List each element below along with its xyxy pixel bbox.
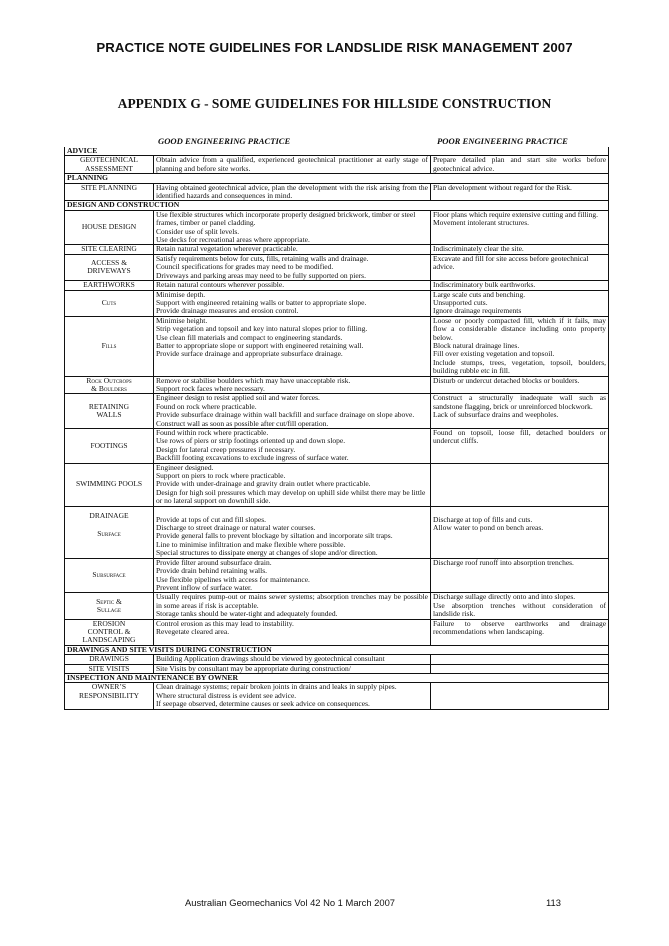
good-practice-cell: Having obtained geotechnical advice, plan the development with the risk arising from the identified hazards and consequences in mind. — [154, 183, 431, 201]
table-row — [65, 394, 609, 429]
good-practice-cell: Retain natural contours wherever possible. — [154, 281, 431, 290]
table-row — [65, 156, 609, 174]
poor-practice-cell: Large scale cuts and benching. Unsupported cuts. Ignore drainage requirements — [431, 290, 609, 316]
section-row — [65, 174, 609, 183]
good-practice-cell: Use flexible structures which incorporate properly designed brickwork, timber or steel frames, timber or panel cladding. Consider use of split levels. Use decks for recreational areas where appropriate. — [154, 210, 431, 245]
appendix-title: APPENDIX G - SOME GUIDELINES FOR HILLSIDE CONSTRUCTION — [117, 96, 552, 111]
section-inspection: INSPECTION AND MAINTENANCE BY OWNER — [65, 673, 609, 682]
row-label-subsurface: Subsurface — [65, 558, 154, 593]
poor-practice-cell: Indiscriminatory bulk earthworks. — [431, 281, 609, 290]
good-practice-cell: Engineer design to resist applied soil and water forces. Found on rock where practicable. Provide subsurface drainage within wall backfill and surface drainage on slope above. Construct wall as soon as possible after cut/fill operation. — [154, 394, 431, 429]
good-practice-cell: Clean drainage systems; repair broken joints in drains and leaks in supply pipes. Where structural distress is evident see advice. If seepage observed, determine causes or seek advice on consequences. — [154, 683, 431, 709]
row-label-site-visits: SITE VISITS — [65, 664, 154, 673]
table-row — [65, 683, 609, 709]
good-practice-cell: Retain natural vegetation wherever practicable. — [154, 245, 431, 254]
table-row — [65, 593, 609, 619]
poor-practice-cell: Construct a structurally inadequate wall such as sandstone flagging, brick or unreinforced blockwork. Lack of subsurface drains and weepholes. — [431, 394, 609, 429]
section-design: DESIGN AND CONSTRUCTION — [65, 201, 609, 210]
good-practice-cell: Site Visits by consultant may be appropriate during construction/ — [154, 664, 431, 673]
row-label-erosion: EROSION CONTROL & LANDSCAPING — [65, 619, 154, 645]
good-practice-cell: Provide at tops of cut and fill slopes. Discharge to street drainage or natural water courses. Provide general falls to prevent blockage by siltation and incorporate silt traps. Line to minimise infiltration and make flexible where possible. Special structures to dissipate energy at changes of slope and/or direction. — [154, 506, 431, 558]
row-label-site-planning: SITE PLANNING — [65, 183, 154, 201]
good-practice-cell: Satisfy requirements below for cuts, fills, retaining walls and drainage. Council specifications for grades may need to be modified. Driveways and parking areas may need to be fully supported on piers. — [154, 254, 431, 280]
poor-practice-cell: Disturb or undercut detached blocks or boulders. — [431, 376, 609, 394]
row-label-rock-outcrops: Rock Outcrops & Boulders — [65, 376, 154, 394]
row-label-access: ACCESS & DRIVEWAYS — [65, 254, 154, 280]
poor-practice-cell: Floor plans which require extensive cutting and filling. Movement intolerant structures. — [431, 210, 609, 245]
poor-practice-cell — [431, 683, 609, 709]
table-row — [65, 376, 609, 394]
table-row — [65, 254, 609, 280]
poor-practice-cell — [431, 655, 609, 664]
row-label-site-clearing: SITE CLEARING — [65, 245, 154, 254]
table-row — [65, 183, 609, 201]
table-row — [65, 290, 609, 316]
table-row — [65, 316, 609, 376]
row-label-footings: FOOTINGS — [65, 429, 154, 464]
row-label-drainage: DRAINAGE Surface — [65, 506, 154, 558]
row-label-surface: Surface — [97, 529, 121, 539]
row-label-earthworks: EARTHWORKS — [65, 281, 154, 290]
poor-practice-cell: Discharge roof runoff into absorption trenches. — [431, 558, 609, 593]
section-planning: PLANNING — [65, 174, 609, 183]
row-label-fills: Fills — [65, 316, 154, 376]
good-practice-cell: Minimise depth. Support with engineered retaining walls or batter to appropriate slope. Provide drainage measures and erosion control. — [154, 290, 431, 316]
row-label-septic: Septic & Sullage — [65, 593, 154, 619]
poor-practice-cell: Discharge at top of fills and cuts. Allow water to pond on bench areas. — [431, 506, 609, 558]
table-row — [65, 655, 609, 664]
poor-practice-cell — [431, 664, 609, 673]
poor-practice-heading: POOR ENGINEERING PRACTICE — [437, 136, 568, 146]
good-practice-cell: Usually requires pump-out or mains sewer systems; absorption trenches may be possible in some areas if risk is acceptable. Storage tanks should be water-tight and adequately founded. — [154, 593, 431, 619]
poor-practice-cell — [431, 463, 609, 506]
section-advice: ADVICE — [65, 147, 609, 156]
poor-practice-cell: Found on topsoil, loose fill, detached boulders or undercut cliffs. — [431, 429, 609, 464]
poor-practice-cell: Loose or poorly compacted fill, which if it fails, may flow a considerable distance including onto property below. Block natural drainage lines. Fill over existing vegetation and topsoil. Include stumps, trees, vegetation, topsoil, boulders, building rubble etc in fill. — [431, 316, 609, 376]
good-practice-cell: Minimise height. Strip vegetation and topsoil and key into natural slopes prior to filling. Use clean fill materials and compact to engineering standards. Batter to appropriate slope or support with engineered retaining wall. Provide surface drainage and appropriate subsurface drainage. — [154, 316, 431, 376]
poor-practice-cell: Discharge sullage directly onto and into slopes. Use absorption trenches without consideration of landslide risk. — [431, 593, 609, 619]
row-label-geotechnical: GEOTECHNICAL ASSESSMENT — [65, 156, 154, 174]
poor-practice-cell: Indiscriminately clear the site. — [431, 245, 609, 254]
row-label-cuts: Cuts — [65, 290, 154, 316]
good-practice-cell: Found within rock where practicable. Use rows of piers or strip footings oriented up and down slope. Design for lateral creep pressures if necessary. Backfill footing excavations to exclude ingress of surface water. — [154, 429, 431, 464]
table-row — [65, 463, 609, 506]
good-practice-cell: Remove or stabilise boulders which may have unacceptable risk. Support rock faces where necessary. — [154, 376, 431, 394]
good-practice-cell: Obtain advice from a qualified, experienced geotechnical practitioner at early stage of planning and before site works. — [154, 156, 431, 174]
poor-practice-cell: Plan development without regard for the Risk. — [431, 183, 609, 201]
table-row — [65, 506, 609, 558]
good-practice-cell: Engineer designed. Support on piers to rock where practicable. Provide with under-drainage and gravity drain outlet where practicable. Design for high soil pressures which may develop on uphill side whilst there may be little or no lateral support on downhill side. — [154, 463, 431, 506]
poor-practice-cell: Failure to observe earthworks and drainage recommendations when landscaping. — [431, 619, 609, 645]
row-label-owner: OWNER’S RESPONSIBILITY — [65, 683, 154, 709]
row-label-retaining-walls: RETAINING WALLS — [65, 394, 154, 429]
row-label-swimming-pools: SWIMMING POOLS — [65, 463, 154, 506]
row-label-drawings: DRAWINGS — [65, 655, 154, 664]
guidelines-table — [64, 147, 609, 710]
poor-practice-cell: Excavate and fill for site access before geotechnical advice. — [431, 254, 609, 280]
page-number: 113 — [546, 897, 561, 908]
poor-practice-cell: Prepare detailed plan and start site works before geotechnical advice. — [431, 156, 609, 174]
row-label-house-design: HOUSE DESIGN — [65, 210, 154, 245]
good-practice-cell: Building Application drawings should be viewed by geotechnical consultant — [154, 655, 431, 664]
page-header: PRACTICE NOTE GUIDELINES FOR LANDSLIDE RISK MANAGEMENT 2007 — [96, 40, 573, 55]
good-practice-cell: Provide filter around subsurface drain. Provide drain behind retaining walls. Use flexible pipelines with access for maintenance. Prevent inflow of surface water. — [154, 558, 431, 593]
section-row — [65, 201, 609, 210]
table-row — [65, 429, 609, 464]
table-row — [65, 245, 609, 254]
table-row — [65, 619, 609, 645]
table-row — [65, 281, 609, 290]
good-practice-cell: Control erosion as this may lead to instability. Revegetate cleared area. — [154, 619, 431, 645]
table-row — [65, 210, 609, 245]
good-practice-heading: GOOD ENGINEERING PRACTICE — [158, 136, 291, 146]
journal-citation: Australian Geomechanics Vol 42 No 1 March 2007 — [185, 897, 396, 908]
section-drawings: DRAWINGS AND SITE VISITS DURING CONSTRUCTION — [65, 645, 609, 654]
table-row — [65, 558, 609, 593]
